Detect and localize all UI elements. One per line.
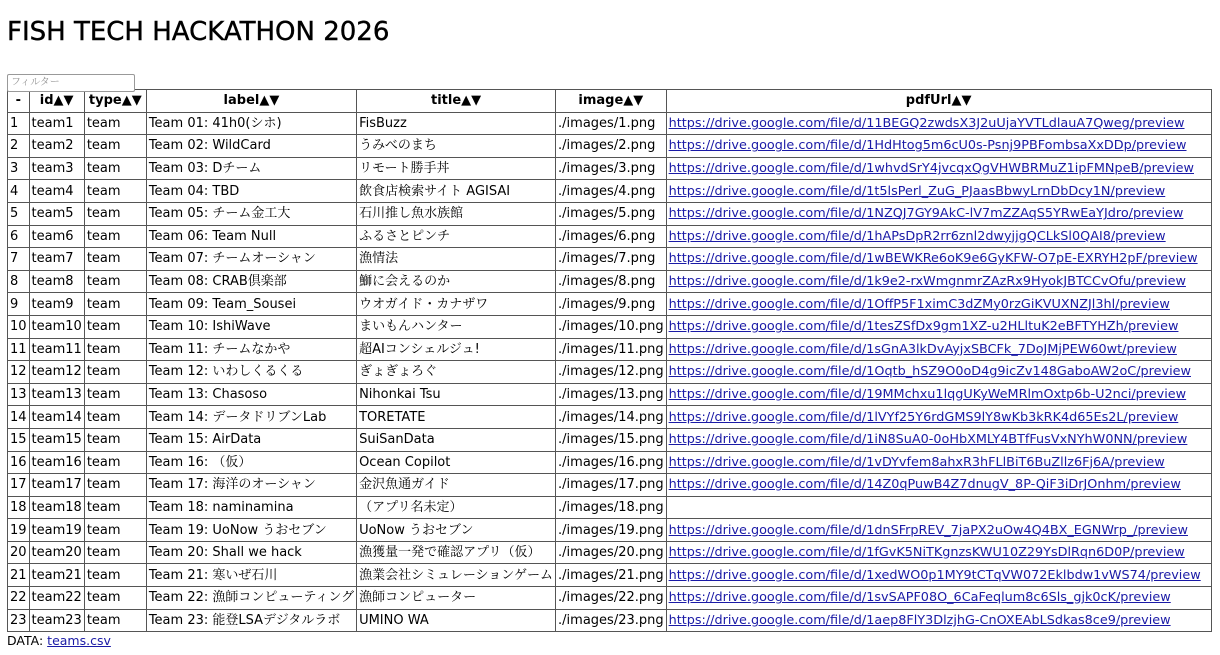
- cell-image: ./images/9.png: [556, 293, 667, 316]
- column-header-type[interactable]: type▲▼: [84, 90, 146, 113]
- cell-pdfUrl: [666, 338, 1211, 361]
- cell-pdfUrl: [666, 587, 1211, 610]
- footer: [7, 633, 1220, 648]
- footer-prefix: DATA:: [7, 633, 48, 649]
- cell-type: team: [84, 202, 146, 225]
- cell-id: team2: [29, 135, 84, 158]
- cell-id: team21: [29, 564, 84, 587]
- cell-label: Team 17: 海洋のオーシャン: [146, 474, 356, 497]
- cell-id: team18: [29, 496, 84, 519]
- cell-label: Team 09: Team_Sousei: [146, 293, 356, 316]
- cell-label: Team 16: （仮）: [146, 451, 356, 474]
- cell-pdfUrl: [666, 270, 1211, 293]
- cell-type: team: [84, 519, 146, 542]
- pdf-link[interactable]: https://drive.google.com/file/d/1t5lsPerl_ZuG_PJaasBbwyLrnDbDcy1N/preview: [668, 183, 1166, 199]
- cell-title: FisBuzz: [357, 112, 556, 135]
- cell-title: UoNow うおセブン: [357, 519, 556, 542]
- cell-type: team: [84, 474, 146, 497]
- pdf-link[interactable]: https://drive.google.com/file/d/1tesZSfDx9gm1XZ-u2HLltuK2eBFTYHZh/preview: [668, 319, 1179, 335]
- cell-id: team6: [29, 225, 84, 248]
- cell-image: ./images/21.png: [556, 564, 667, 587]
- table-row: [8, 564, 1212, 587]
- table-row: [8, 383, 1212, 406]
- cell-type: team: [84, 361, 146, 384]
- cell-index: 4: [8, 180, 30, 203]
- cell-type: team: [84, 248, 146, 271]
- cell-image: ./images/14.png: [556, 406, 667, 429]
- column-header-pdfUrl[interactable]: pdfUrl▲▼: [666, 90, 1211, 113]
- cell-label: Team 10: IshiWave: [146, 315, 356, 338]
- table-row: [8, 428, 1212, 451]
- cell-type: team: [84, 338, 146, 361]
- cell-id: team12: [29, 361, 84, 384]
- cell-id: team11: [29, 338, 84, 361]
- table-row: [8, 248, 1212, 271]
- pdf-link[interactable]: https://drive.google.com/file/d/1vDYvfem8ahxR3hFLlBiT6BuZllz6Fj6A/preview: [668, 454, 1165, 470]
- cell-title: 石川推し魚水族館: [357, 202, 556, 225]
- cell-title: TORETATE: [357, 406, 556, 429]
- cell-pdfUrl: [666, 609, 1211, 632]
- table-row: [8, 496, 1212, 519]
- cell-pdfUrl: [666, 202, 1211, 225]
- cell-title: ふるさとピンチ: [357, 225, 556, 248]
- cell-image: ./images/7.png: [556, 248, 667, 271]
- cell-image: ./images/10.png: [556, 315, 667, 338]
- cell-pdfUrl: [666, 451, 1211, 474]
- pdf-link[interactable]: https://drive.google.com/file/d/1svSAPF08O_6CaFeqlum8c6Sls_gjk0cK/preview: [668, 590, 1171, 606]
- table-row: [8, 112, 1212, 135]
- pdf-link[interactable]: https://drive.google.com/file/d/1dnSFrpREV_7jaPX2uOw4Q4BX_EGNWrp_/preview: [668, 522, 1188, 538]
- column-header-image[interactable]: image▲▼: [556, 90, 667, 113]
- table-row: [8, 406, 1212, 429]
- cell-image: ./images/12.png: [556, 361, 667, 384]
- column-header-label[interactable]: label▲▼: [146, 90, 356, 113]
- pdf-link[interactable]: https://drive.google.com/file/d/1sGnA3lkDvAyjxSBCFk_7DoJMjPEW60wt/preview: [668, 341, 1177, 357]
- cell-image: ./images/6.png: [556, 225, 667, 248]
- cell-index: 16: [8, 451, 30, 474]
- cell-image: ./images/16.png: [556, 451, 667, 474]
- cell-id: team15: [29, 428, 84, 451]
- cell-title: UMINO WA: [357, 609, 556, 632]
- cell-title: （アプリ名未定）: [357, 496, 556, 519]
- cell-pdfUrl: [666, 361, 1211, 384]
- cell-pdfUrl: [666, 248, 1211, 271]
- cell-title: うみべのまち: [357, 135, 556, 158]
- data-source-link[interactable]: teams.csv: [47, 633, 111, 649]
- cell-id: team5: [29, 202, 84, 225]
- page-title: FISH TECH HACKATHON 2026: [7, 17, 390, 47]
- cell-image: ./images/20.png: [556, 541, 667, 564]
- cell-title: Nihonkai Tsu: [357, 383, 556, 406]
- cell-pdfUrl: [666, 135, 1211, 158]
- cell-image: ./images/11.png: [556, 338, 667, 361]
- table-body: [8, 112, 1212, 632]
- cell-pdfUrl: [666, 519, 1211, 542]
- cell-title: ぎょぎょろぐ: [357, 361, 556, 384]
- cell-type: team: [84, 112, 146, 135]
- cell-index: 5: [8, 202, 30, 225]
- column-header-title[interactable]: title▲▼: [357, 90, 556, 113]
- cell-index: 18: [8, 496, 30, 519]
- cell-image: ./images/17.png: [556, 474, 667, 497]
- cell-title: 漁情法: [357, 248, 556, 271]
- cell-label: Team 08: CRAB倶楽部: [146, 270, 356, 293]
- cell-type: team: [84, 496, 146, 519]
- pdf-link[interactable]: https://drive.google.com/file/d/1OffP5F1ximC3dZMy0rzGiKVUXNZJl3hl/preview: [668, 296, 1170, 312]
- cell-image: ./images/3.png: [556, 157, 667, 180]
- cell-image: ./images/5.png: [556, 202, 667, 225]
- table-row: [8, 180, 1212, 203]
- cell-index: 20: [8, 541, 30, 564]
- cell-type: team: [84, 225, 146, 248]
- pdf-link[interactable]: https://drive.google.com/file/d/1whvdSrY4jvcqxQgVHWBRMuZ1ipFMNpeB/preview: [668, 161, 1194, 177]
- cell-id: team20: [29, 541, 84, 564]
- cell-label: Team 11: チームなかや: [146, 338, 356, 361]
- cell-type: team: [84, 270, 146, 293]
- cell-id: team16: [29, 451, 84, 474]
- cell-label: Team 12: いわしくるくる: [146, 361, 356, 384]
- cell-title: 漁業会社シミュレーションゲーム: [357, 564, 556, 587]
- cell-pdfUrl: [666, 496, 1211, 519]
- cell-title: 金沢魚通ガイド: [357, 474, 556, 497]
- cell-index: 15: [8, 428, 30, 451]
- cell-type: team: [84, 293, 146, 316]
- cell-image: ./images/4.png: [556, 180, 667, 203]
- cell-image: ./images/18.png: [556, 496, 667, 519]
- cell-id: team19: [29, 519, 84, 542]
- cell-pdfUrl: [666, 564, 1211, 587]
- cell-image: ./images/23.png: [556, 609, 667, 632]
- pdf-link[interactable]: https://drive.google.com/file/d/1lVYf25Y6rdGMS9lY8wKb3kRK4d65Es2L/preview: [668, 409, 1179, 425]
- table-row: [8, 361, 1212, 384]
- cell-index: 23: [8, 609, 30, 632]
- table-row: [8, 519, 1212, 542]
- cell-index: 7: [8, 248, 30, 271]
- cell-label: Team 13: Chasoso: [146, 383, 356, 406]
- cell-label: Team 22: 漁師コンピューティング: [146, 587, 356, 610]
- cell-image: ./images/22.png: [556, 587, 667, 610]
- column-header-index: -: [8, 90, 30, 113]
- cell-type: team: [84, 451, 146, 474]
- table-row: [8, 270, 1212, 293]
- cell-image: ./images/1.png: [556, 112, 667, 135]
- cell-id: team1: [29, 112, 84, 135]
- cell-title: Ocean Copilot: [357, 451, 556, 474]
- cell-label: Team 06: Team Null: [146, 225, 356, 248]
- cell-index: 3: [8, 157, 30, 180]
- table-row: [8, 315, 1212, 338]
- cell-id: team13: [29, 383, 84, 406]
- cell-type: team: [84, 564, 146, 587]
- pdf-link[interactable]: https://drive.google.com/file/d/11BEGQ2zwdsX3J2uUjaYVTLdlauA7Qweg/preview: [668, 115, 1185, 131]
- cell-pdfUrl: [666, 315, 1211, 338]
- cell-label: Team 04: TBD: [146, 180, 356, 203]
- cell-index: 13: [8, 383, 30, 406]
- cell-index: 22: [8, 587, 30, 610]
- cell-id: team10: [29, 315, 84, 338]
- table-row: [8, 474, 1212, 497]
- table-row: [8, 157, 1212, 180]
- cell-id: team17: [29, 474, 84, 497]
- cell-type: team: [84, 315, 146, 338]
- pdf-link[interactable]: https://drive.google.com/file/d/1aep8FlY3DlzjhG-CnOXEAbLSdkas8ce9/preview: [668, 612, 1171, 628]
- pdf-link[interactable]: https://drive.google.com/file/d/1k9e2-rxWmgnmrZAzRx9HyokJBTCCvOfu/preview: [668, 274, 1186, 290]
- cell-image: ./images/15.png: [556, 428, 667, 451]
- cell-index: 14: [8, 406, 30, 429]
- cell-index: 12: [8, 361, 30, 384]
- pdf-link[interactable]: https://drive.google.com/file/d/19MMchxu1lqgUKyWeMRlmOxtp6b-U2nci/preview: [668, 387, 1187, 403]
- cell-id: team9: [29, 293, 84, 316]
- cell-label: Team 20: Shall we hack: [146, 541, 356, 564]
- table-row: [8, 202, 1212, 225]
- cell-title: SuiSanData: [357, 428, 556, 451]
- cell-index: 10: [8, 315, 30, 338]
- cell-label: Team 21: 寒いぜ石川: [146, 564, 356, 587]
- cell-title: 漁獲量一発で確認アプリ（仮）: [357, 541, 556, 564]
- cell-label: Team 02: WildCard: [146, 135, 356, 158]
- cell-type: team: [84, 135, 146, 158]
- cell-index: 8: [8, 270, 30, 293]
- table-row: [8, 135, 1212, 158]
- cell-label: Team 14: データドリブンLab: [146, 406, 356, 429]
- cell-pdfUrl: [666, 112, 1211, 135]
- cell-pdfUrl: [666, 383, 1211, 406]
- cell-type: team: [84, 406, 146, 429]
- cell-label: Team 18: naminamina: [146, 496, 356, 519]
- cell-title: ウオガイド・カナザワ: [357, 293, 556, 316]
- cell-image: ./images/19.png: [556, 519, 667, 542]
- cell-type: team: [84, 541, 146, 564]
- cell-image: ./images/8.png: [556, 270, 667, 293]
- header-row: [8, 90, 1212, 113]
- cell-label: Team 23: 能登LSAデジタルラボ: [146, 609, 356, 632]
- cell-id: team3: [29, 157, 84, 180]
- cell-title: 漁師コンピューター: [357, 587, 556, 610]
- cell-type: team: [84, 428, 146, 451]
- table-row: [8, 338, 1212, 361]
- table-header: [8, 90, 1212, 113]
- pdf-link[interactable]: https://drive.google.com/file/d/1NZQJ7GY9AkC-lV7mZZAqS5YRwEaYJdro/preview: [668, 206, 1184, 222]
- cell-id: team14: [29, 406, 84, 429]
- cell-type: team: [84, 587, 146, 610]
- pdf-link[interactable]: https://drive.google.com/file/d/1xedWO0p1MY9tCTqVW072Eklbdw1vWS74/preview: [668, 567, 1201, 583]
- cell-title: 飲食店検索サイト AGISAI: [357, 180, 556, 203]
- cell-type: team: [84, 180, 146, 203]
- cell-index: 1: [8, 112, 30, 135]
- cell-index: 2: [8, 135, 30, 158]
- cell-label: Team 19: UoNow うおセブン: [146, 519, 356, 542]
- cell-index: 6: [8, 225, 30, 248]
- teams-table: [7, 89, 1212, 632]
- filter-input[interactable]: [7, 74, 135, 92]
- cell-type: team: [84, 157, 146, 180]
- cell-label: Team 05: チーム金工大: [146, 202, 356, 225]
- cell-id: team7: [29, 248, 84, 271]
- table-row: [8, 609, 1212, 632]
- cell-pdfUrl: [666, 541, 1211, 564]
- cell-title: リモート勝手丼: [357, 157, 556, 180]
- cell-pdfUrl: [666, 157, 1211, 180]
- pdf-link[interactable]: https://drive.google.com/file/d/1HdHtog5m6cU0s-Psnj9PBFombsaXxDDp/preview: [668, 138, 1187, 154]
- cell-pdfUrl: [666, 406, 1211, 429]
- table-row: [8, 225, 1212, 248]
- filter-container: [7, 70, 1220, 88]
- cell-label: Team 03: Dチーム: [146, 157, 356, 180]
- cell-index: 17: [8, 474, 30, 497]
- cell-pdfUrl: [666, 225, 1211, 248]
- cell-index: 9: [8, 293, 30, 316]
- cell-type: team: [84, 383, 146, 406]
- cell-image: ./images/2.png: [556, 135, 667, 158]
- table-row: [8, 451, 1212, 474]
- cell-index: 19: [8, 519, 30, 542]
- cell-id: team23: [29, 609, 84, 632]
- pdf-link[interactable]: https://drive.google.com/file/d/1wBEWKRe6oK9e6GyKFW-O7pE-EXRYH2pF/preview: [668, 251, 1198, 267]
- cell-id: team4: [29, 180, 84, 203]
- cell-id: team22: [29, 587, 84, 610]
- cell-index: 21: [8, 564, 30, 587]
- cell-label: Team 15: AirData: [146, 428, 356, 451]
- cell-pdfUrl: [666, 293, 1211, 316]
- cell-title: まいもんハンター: [357, 315, 556, 338]
- cell-label: Team 07: チームオーシャン: [146, 248, 356, 271]
- cell-type: team: [84, 609, 146, 632]
- cell-image: ./images/13.png: [556, 383, 667, 406]
- cell-label: Team 01: 41h0(シホ): [146, 112, 356, 135]
- table-row: [8, 587, 1212, 610]
- cell-pdfUrl: [666, 428, 1211, 451]
- pdf-link[interactable]: https://drive.google.com/file/d/1Oqtb_hSZ9O0oD4g9icZv148GaboAW2oC/preview: [668, 364, 1191, 380]
- cell-pdfUrl: [666, 180, 1211, 203]
- table-row: [8, 541, 1212, 564]
- pdf-link[interactable]: https://drive.google.com/file/d/14Z0qPuwB4Z7dnugV_8P-QiF3iDrJOnhm/preview: [668, 477, 1181, 493]
- pdf-link[interactable]: https://drive.google.com/file/d/1iN8SuA0-0oHbXMLY4BTfFusVxNYhW0NN/preview: [668, 432, 1188, 448]
- cell-title: 鰤に会えるのか: [357, 270, 556, 293]
- cell-index: 11: [8, 338, 30, 361]
- pdf-link[interactable]: https://drive.google.com/file/d/1fGvK5NiTKgnzsKWU10Z29YsDlRqn6D0P/preview: [668, 545, 1185, 561]
- pdf-link[interactable]: https://drive.google.com/file/d/1hAPsDpR2rr6znl2dwyjjgQCLkSl0QAI8/preview: [668, 228, 1166, 244]
- cell-id: team8: [29, 270, 84, 293]
- table-row: [8, 293, 1212, 316]
- cell-pdfUrl: [666, 474, 1211, 497]
- column-header-id[interactable]: id▲▼: [29, 90, 84, 113]
- cell-title: 超AIコンシェルジュ!: [357, 338, 556, 361]
